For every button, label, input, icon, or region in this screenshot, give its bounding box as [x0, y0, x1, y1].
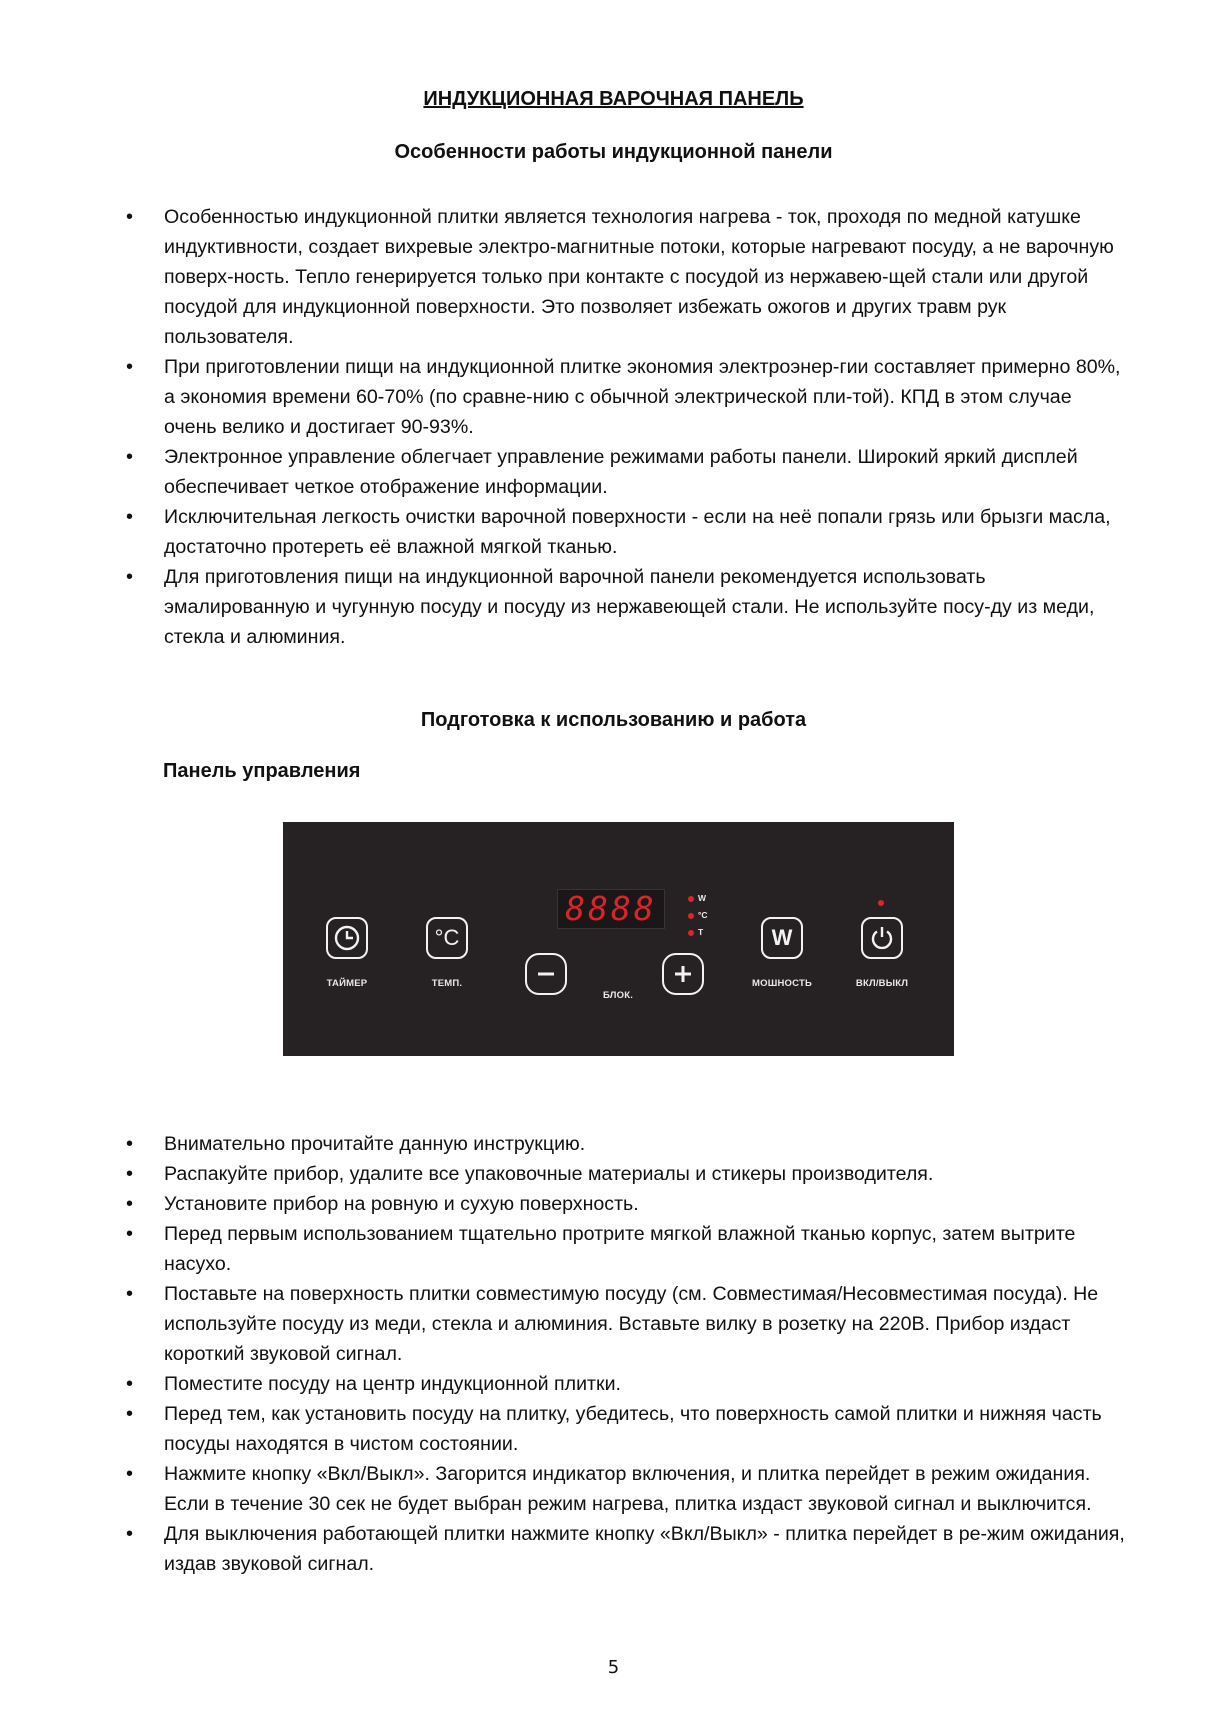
list-item: • Перед первым использованием тщательно протрите мягкой влажной тканью корпус, затем вытрите насухо. — [126, 1219, 1126, 1279]
lock-label: БЛОК. — [602, 990, 634, 1001]
digital-display: 8888 — [557, 889, 665, 929]
list-item: • Для приготовления пищи на индукционной варочной панели рекомендуется использовать эмалированную и чугунную посуду и посуду из нержавеющей стали. Не используйте посу-ду из меди, стекла и алюминия. — [126, 562, 1126, 652]
control-panel-heading: Панель управления — [163, 760, 361, 782]
section-heading-preparation: Подготовка к использованию и работа — [420, 709, 807, 731]
list-item: • Внимательно прочитайте данную инструкцию. — [126, 1129, 1126, 1159]
page-title: ИНДУКЦИОННАЯ ВАРОЧНАЯ ПАНЕЛЬ — [423, 88, 804, 110]
list-item: • Установите прибор на ровную и сухую поверхность. — [126, 1189, 1126, 1219]
celsius-icon: °C — [434, 925, 460, 950]
indicator-label-c: °C — [698, 910, 708, 920]
power-mode-label: МОШНОСТЬ — [752, 978, 812, 989]
preparation-steps-list — [126, 1129, 1126, 1579]
list-item: • Особенностью индукционной плитки является технология нагрева - ток, проходя по медной катушке индуктивности, создает вихревые электро-магнитные потоки, которые нагревают посуду, а не варочную поверх-ность. Тепло генерируется только при контакте с посудой из нержавею-щей стали или другой посудой для индукционной поверхности. Это позволяет избежать ожогов и других травм рук пользователя. — [126, 202, 1126, 352]
control-panel-image — [283, 822, 954, 1056]
power-icon — [868, 924, 896, 952]
list-item: • При приготовлении пищи на индукционной плитке экономия электроэнер-гии составляет примерно 80%, а экономия времени 60-70% (по сравне-нию с обычной электрической пли-той). КПД в этом случае очень велико и достигает 90-93%. — [126, 352, 1126, 442]
list-item: • Электронное управление облегчает управление режимами работы панели. Широкий яркий дисплей обеспечивает четкое отображение информации. — [126, 442, 1126, 502]
list-item: • Поставьте на поверхность плитки совместимую посуду (см. Совместимая/Несовместимая посуда). Не используйте посуду из меди, стекла и алюминия. Вставьте вилку в розетку на 220В. Прибор издаст короткий звуковой сигнал. — [126, 1279, 1126, 1369]
list-item: • Поместите посуду на центр индукционной плитки. — [126, 1369, 1126, 1399]
list-item: • Распакуйте прибор, удалите все упаковочные материалы и стикеры производителя. — [126, 1159, 1126, 1189]
temperature-indicator-led — [688, 913, 694, 919]
section-heading-features: Особенности работы индукционной панели — [394, 141, 833, 163]
power-mode-button — [761, 917, 803, 959]
power-w-icon: W — [771, 925, 793, 950]
list-item: • Исключительная легкость очистки варочной поверхности - если на неё попали грязь или брызги масла, достаточно протереть её влажной мягкой тканью. — [126, 502, 1126, 562]
list-item: • Нажмите кнопку «Вкл/Выкл». Загорится индикатор включения, и плитка перейдет в режим ожидания. Если в течение 30 сек не будет выбран режим нагрева, плитка издаст звуковой сигнал и выключится. — [126, 1459, 1126, 1519]
timer-label: ТАЙМЕР — [326, 978, 368, 989]
indicator-label-t: T — [698, 927, 704, 937]
on-indicator-led — [878, 900, 884, 906]
on-off-label: ВКЛ/ВЫКЛ — [855, 978, 909, 989]
temperature-label: ТЕМП. — [431, 978, 463, 989]
plus-button — [662, 953, 704, 995]
clock-icon — [333, 924, 361, 952]
page-number: 5 — [607, 1657, 620, 1678]
power-indicator-led — [688, 896, 694, 902]
minus-icon — [533, 961, 559, 987]
minus-button — [525, 953, 567, 995]
features-list — [126, 202, 1126, 652]
timer-button — [326, 917, 368, 959]
temperature-button — [426, 917, 468, 959]
on-off-button — [861, 917, 903, 959]
indicator-label-w: W — [698, 893, 707, 903]
plus-icon — [670, 961, 696, 987]
timer-indicator-led — [688, 930, 694, 936]
list-item: • Перед тем, как установить посуду на плитку, убедитесь, что поверхность самой плитки и нижняя часть посуды находятся в чистом состоянии. — [126, 1399, 1126, 1459]
list-item: • Для выключения работающей плитки нажмите кнопку «Вкл/Выкл» - плитка перейдет в ре-жим ожидания, издав звуковой сигнал. — [126, 1519, 1126, 1579]
